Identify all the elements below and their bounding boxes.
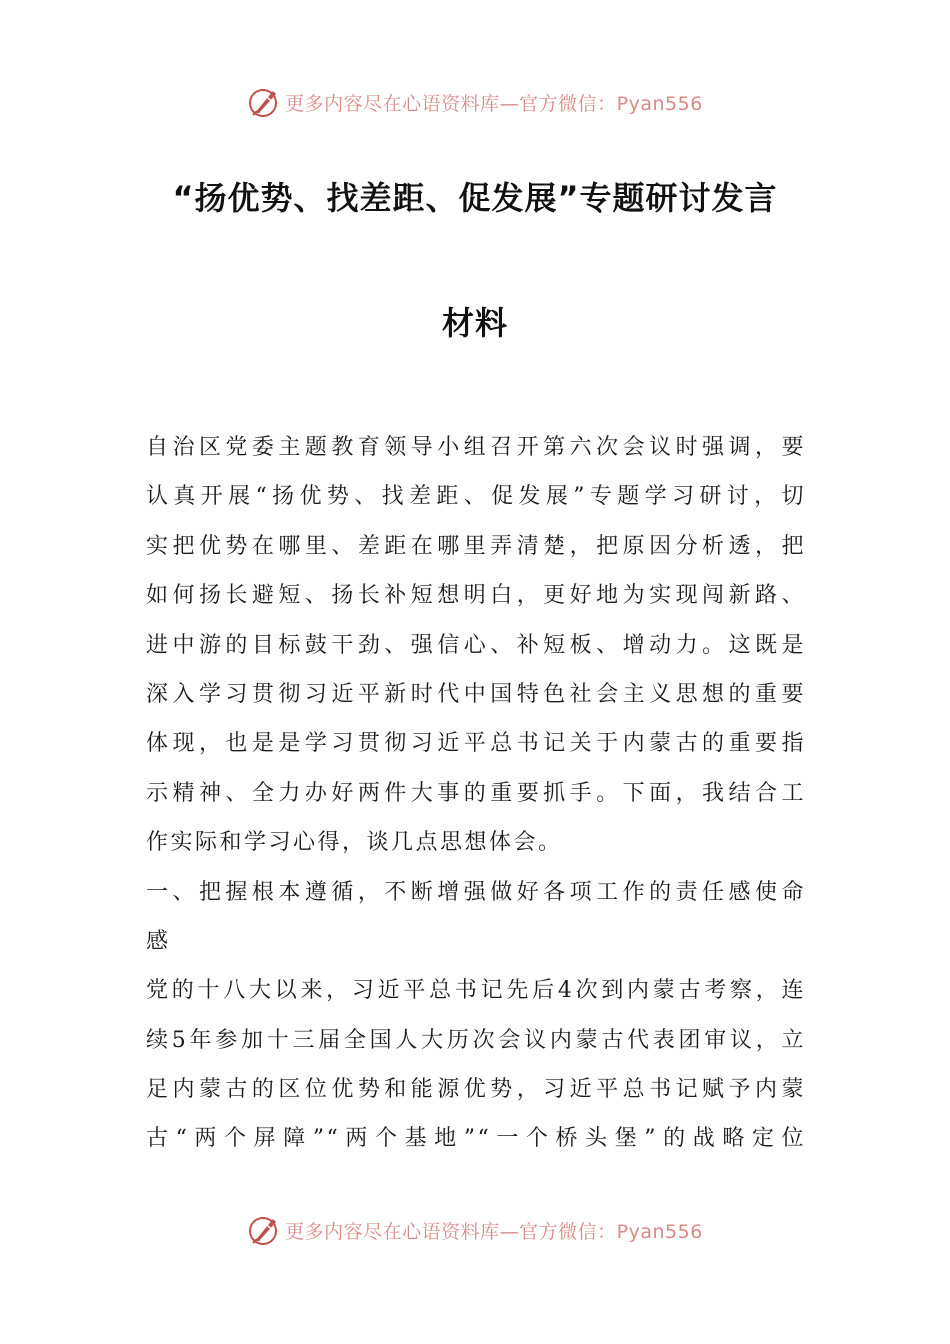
- body-line: 足内蒙古的区位优势和能源优势，习近平总书记赋予内蒙: [146, 1077, 806, 1103]
- page-title-continued: 材料: [441, 304, 508, 342]
- document-body: [146, 428, 806, 1169]
- body-line: 自治区党委主题教育领导小组召开第六次会议时强调，要: [146, 435, 806, 460]
- body-line: 古“两个屏障”“两个基地”“一个桥头堡”的战略定位: [146, 1126, 806, 1152]
- header-watermark: [0, 82, 950, 122]
- quill-pen-icon: [247, 85, 281, 119]
- watermark-text: 更多内容尽在心语资料库—官方微信：Pyan556: [285, 1220, 703, 1243]
- body-line: 体现，也是是学习贯彻习近平总书记关于内蒙古的重要指: [146, 731, 806, 757]
- body-line: 认真开展“扬优势、找差距、促发展”专题学习研讨，切: [146, 484, 806, 510]
- watermark-text: 更多内容尽在心语资料库—官方微信：Pyan556: [285, 92, 703, 115]
- quill-pen-icon: [247, 1213, 281, 1247]
- body-line: 续5年参加十三届全国人大历次会议内蒙古代表团审议，立: [146, 1027, 806, 1053]
- body-line: 如何扬长避短、扬长补短想明白，更好地为实现闯新路、: [146, 583, 806, 609]
- body-line: 实把优势在哪里、差距在哪里弄清楚，把原因分析透，把: [146, 533, 806, 559]
- body-line: 示精神、全力办好两件大事的重要抓手。下面，我结合工: [146, 780, 806, 806]
- footer-watermark: [0, 1210, 950, 1250]
- section-heading: 一、把握根本遵循，不断增强做好各项工作的责任感使命: [146, 879, 806, 905]
- page-title: “扬优势、找差距、促发展”专题研讨发言: [172, 179, 778, 217]
- body-line: 党的十八大以来，习近平总书记先后4次到内蒙古考察，连: [146, 978, 806, 1004]
- body-line: 作实际和学习心得，谈几点思想体会。: [146, 830, 563, 856]
- section-heading-continued: 感: [146, 928, 171, 954]
- body-line: 深入学习贯彻习近平新时代中国特色社会主义思想的重要: [146, 681, 806, 707]
- body-line: 进中游的目标鼓干劲、强信心、补短板、增动力。这既是: [146, 632, 806, 658]
